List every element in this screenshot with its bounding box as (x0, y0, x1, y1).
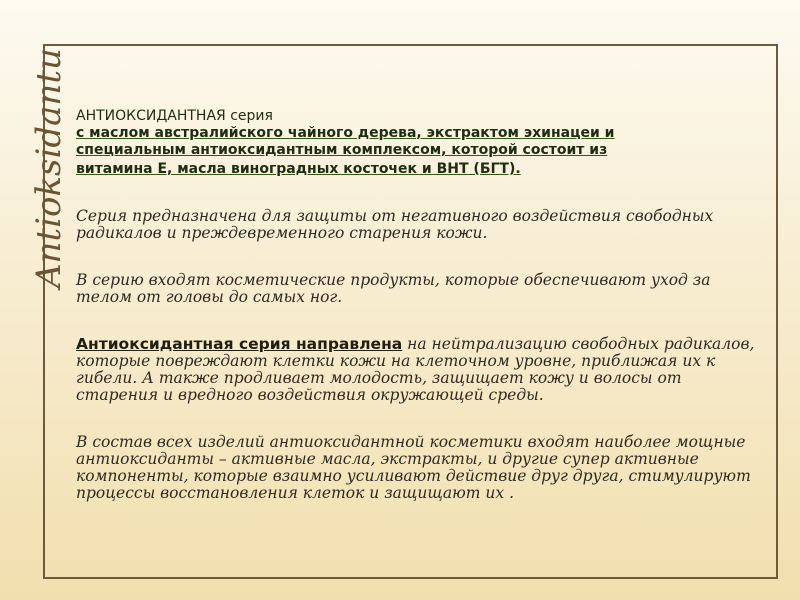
paragraph-composition: В состав всех изделий антиоксидантной косметики входят наиболее мощные антиоксиданты – активные масла, экстракты, и другие супер активные компоненты, которые взаимно усиливают действие друг друга, стимулируют процессы восстановления клеток и защищают их . (76, 433, 751, 502)
heading-line-2: с маслом австралийского чайного дерева, экстрактом эхинацеи и (76, 125, 615, 141)
side-title-text: Antioksidantu (29, 48, 69, 288)
paragraph-purpose-text: на нейтрализацию свободных радикалов, которые повреждают клетки кожи на клеточном уровне, приближая их к гибели. А также продливает молодость, защищает кожу и волосы от старения и вредного воздействия окружающей среды. (76, 335, 755, 404)
paragraph-products: В серию входят косметические продукты, которые обеспечивают уход за телом от головы до самых ног. (76, 271, 711, 306)
paragraph-protection: Серия предназначена для защиты от негативного воздействия свободных радикалов и преждевременного старения кожи. (76, 207, 714, 242)
heading-block (76, 108, 766, 178)
paragraph-purpose (76, 336, 766, 404)
heading-line-4: витамина Е, масла виноградных косточек и ВНТ (БГТ). (76, 161, 521, 177)
heading-line-1: АНТИОКСИДАНТНАЯ серия (76, 108, 273, 124)
paragraph-purpose-lead: Антиоксидантная серия направлена (76, 335, 403, 353)
content (76, 108, 766, 502)
heading-line-3: специальным антиоксидантным комплексом, которой состоит из (76, 142, 608, 158)
